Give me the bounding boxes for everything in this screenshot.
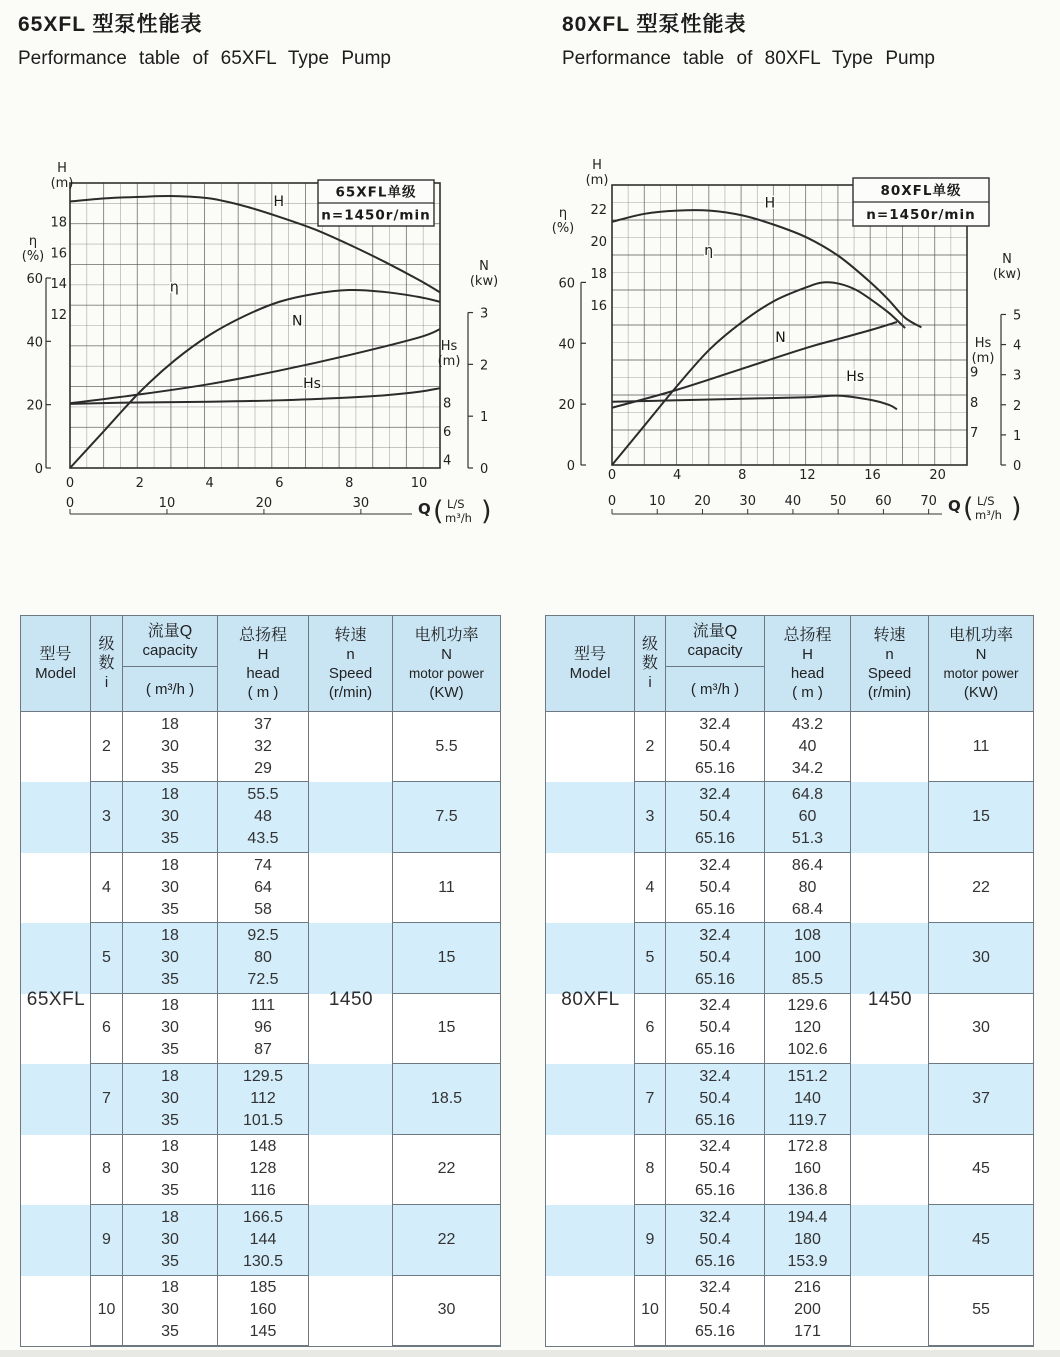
chart-title: 80XFL单级: [880, 183, 962, 199]
chart-svg: [18, 158, 518, 573]
speed-span-cell: [851, 782, 929, 852]
svg-text:(%): (%): [551, 221, 575, 236]
h-axis-label: [51, 161, 74, 191]
svg-text:30: 30: [352, 496, 370, 511]
model-span-cell: [21, 853, 91, 923]
head-cell: 55.5 48 43.5: [218, 782, 309, 852]
capacity-cell: 18 30 35: [123, 994, 218, 1064]
h-axis-ticks: [50, 216, 67, 323]
chart-title-box: [318, 180, 434, 226]
speed-span-cell: [309, 782, 393, 852]
head-cell: 151.2 140 119.7: [765, 1064, 851, 1134]
power-cell: 22: [393, 1135, 500, 1205]
header-model: 型号 Model: [546, 616, 635, 711]
head-cell: 64.8 60 51.3: [765, 782, 851, 852]
model-span-cell: [546, 1205, 635, 1275]
stage-cell: 5: [635, 923, 666, 993]
left-title-zh: 65XFL 型泵性能表: [18, 13, 203, 36]
model-span-cell: [546, 853, 635, 923]
performance-table-80xfl: [545, 615, 1034, 1347]
axis-bracket: [581, 282, 586, 465]
svg-text:Q: Q: [418, 500, 431, 518]
power-cell: 45: [929, 1205, 1033, 1275]
power-cell: 18.5: [393, 1064, 500, 1134]
svg-text:L/S: L/S: [447, 497, 465, 511]
x-axis-ls-ticks: [66, 476, 427, 491]
n-axis-ticks: [1013, 308, 1021, 474]
capacity-cell: 18 30 35: [123, 853, 218, 923]
svg-text:50: 50: [829, 494, 847, 509]
svg-text:(%): (%): [21, 249, 45, 264]
eta-axis-ticks: [26, 272, 43, 477]
capacity-cell: 32.4 50.4 65.16: [666, 712, 765, 782]
svg-text:70: 70: [920, 494, 937, 509]
svg-text:0: 0: [566, 459, 575, 474]
stage-row-2: [546, 712, 1033, 782]
curve-label-Hs: Hs: [303, 376, 321, 393]
h-axis-ticks: [590, 203, 607, 314]
header-speed: 转速 n Speed (r/min): [851, 616, 929, 711]
power-cell: 22: [929, 853, 1033, 923]
svg-text:Hs: Hs: [974, 336, 992, 351]
stage-cell: 4: [91, 853, 123, 923]
model-label: 80XFL: [561, 988, 620, 1010]
hs-axis-label: [438, 339, 461, 369]
model-span-cell: [546, 782, 635, 852]
curve-label-Hs: Hs: [846, 369, 865, 385]
svg-text:40: 40: [784, 494, 802, 509]
svg-text:16: 16: [50, 246, 67, 262]
svg-text:6: 6: [443, 424, 452, 440]
svg-text:N: N: [1002, 252, 1012, 267]
header-stage: 级 数 i: [635, 616, 666, 711]
model-span-cell: [21, 712, 91, 782]
svg-text:2: 2: [1013, 398, 1022, 414]
svg-text:(: (: [433, 496, 444, 527]
speed-label: 1450: [867, 988, 913, 1010]
stage-row-4: [546, 853, 1033, 923]
stage-cell: 2: [635, 712, 666, 782]
svg-text:20: 20: [590, 235, 607, 250]
head-cell: 185 160 145: [218, 1276, 309, 1346]
power-cell: 30: [929, 923, 1033, 993]
stage-row-2: [21, 712, 500, 782]
left-title-block: [18, 8, 391, 70]
model-span-cell: [546, 1135, 635, 1205]
svg-text:(m): (m): [437, 354, 461, 369]
speed-span-cell: [309, 1276, 393, 1346]
stage-cell: 9: [91, 1205, 123, 1275]
svg-text:10: 10: [648, 494, 666, 509]
svg-text:Hs: Hs: [440, 339, 458, 354]
svg-text:3: 3: [480, 306, 489, 322]
svg-text:4: 4: [672, 468, 682, 483]
speed-span-cell: [309, 1135, 393, 1205]
head-cell: 108 100 85.5: [765, 923, 851, 993]
stage-cell: 9: [635, 1205, 666, 1275]
power-cell: 22: [393, 1205, 500, 1275]
stage-cell: 8: [635, 1135, 666, 1205]
curve-label-eta: η: [704, 243, 714, 259]
capacity-cell: 18 30 35: [123, 1135, 218, 1205]
svg-text:L/S: L/S: [977, 494, 995, 508]
svg-text:8: 8: [970, 395, 979, 411]
stage-cell: 8: [91, 1135, 123, 1205]
svg-text:10: 10: [410, 476, 428, 491]
q-axis-label: [948, 493, 1022, 524]
header-speed: 转速 n Speed (r/min): [309, 616, 393, 711]
header-capacity: 流量Q capacity ( m³/h ): [123, 616, 218, 711]
head-cell: 129.6 120 102.6: [765, 994, 851, 1064]
x-axis-m3h-ticks: [608, 494, 937, 509]
svg-text:20: 20: [694, 494, 711, 509]
svg-text:18: 18: [590, 267, 607, 282]
capacity-cell: 18 30 35: [123, 712, 218, 782]
svg-text:22: 22: [590, 203, 607, 218]
hs-axis-ticks: [970, 366, 978, 441]
svg-text:2: 2: [480, 358, 489, 374]
svg-text:H: H: [57, 161, 67, 176]
power-cell: 15: [393, 923, 500, 993]
capacity-cell: 32.4 50.4 65.16: [666, 853, 765, 923]
header-model: 型号 Model: [21, 616, 91, 711]
right-title-zh: 80XFL 型泵性能表: [562, 13, 747, 36]
power-cell: 5.5: [393, 712, 500, 782]
curve-label-N: N: [292, 313, 303, 330]
model-span-cell: [546, 1276, 635, 1346]
stage-cell: 10: [635, 1276, 666, 1346]
curve-label-eta: η: [169, 279, 179, 296]
axis-bracket: [1001, 314, 1006, 465]
power-cell: 45: [929, 1135, 1033, 1205]
head-cell: 92.5 80 72.5: [218, 923, 309, 993]
stage-cell: 7: [91, 1064, 123, 1134]
svg-text:1: 1: [480, 410, 489, 426]
power-cell: 55: [929, 1276, 1033, 1346]
svg-text:(: (: [963, 493, 974, 524]
svg-text:6: 6: [275, 476, 284, 491]
model-span-cell: [546, 712, 635, 782]
power-cell: 37: [929, 1064, 1033, 1134]
head-cell: 166.5 144 130.5: [218, 1205, 309, 1275]
stage-cell: 7: [635, 1064, 666, 1134]
speed-span-cell: [309, 712, 393, 782]
svg-text:60: 60: [875, 494, 892, 509]
svg-text:(m): (m): [50, 176, 74, 191]
speed-span-cell: [309, 853, 393, 923]
h-axis-label: [586, 158, 609, 188]
eta-axis-ticks: [558, 276, 575, 474]
stage-row-10: [21, 1276, 500, 1346]
axis-bracket: [468, 313, 473, 468]
svg-text:8: 8: [738, 468, 747, 483]
svg-text:0: 0: [65, 476, 75, 491]
model-span-cell: [21, 1064, 91, 1134]
head-cell: 111 96 87: [218, 994, 309, 1064]
svg-text:16: 16: [864, 468, 881, 483]
n-axis-ticks: [480, 307, 488, 477]
svg-text:16: 16: [590, 299, 607, 314]
svg-text:3: 3: [1013, 368, 1022, 384]
left-title-en: Performance table of 65XFL Type Pump: [18, 48, 391, 69]
power-cell: 15: [929, 782, 1033, 852]
performance-table-65xfl: [20, 615, 501, 1347]
svg-text:4: 4: [443, 453, 452, 469]
x-axis-m3h-ticks: [66, 496, 369, 511]
table-body: [21, 712, 500, 1346]
capacity-cell: 32.4 50.4 65.16: [666, 1135, 765, 1205]
svg-text:20: 20: [929, 468, 946, 483]
capacity-cell: 18 30 35: [123, 923, 218, 993]
svg-text:0: 0: [480, 462, 489, 477]
x-axis-ls-ticks: [608, 468, 946, 483]
stage-row-3: [546, 782, 1033, 852]
head-cell: 148 128 116: [218, 1135, 309, 1205]
stage-row-9: [546, 1205, 1033, 1275]
capacity-cell: 32.4 50.4 65.16: [666, 1064, 765, 1134]
stage-cell: 3: [635, 782, 666, 852]
head-cell: 43.2 40 34.2: [765, 712, 851, 782]
stage-row-3: [21, 782, 500, 852]
svg-text:4: 4: [1013, 338, 1022, 354]
stage-cell: 5: [91, 923, 123, 993]
svg-text:(kw): (kw): [469, 274, 499, 289]
svg-text:30: 30: [739, 494, 756, 509]
svg-text:η: η: [28, 234, 38, 249]
svg-text:40: 40: [558, 337, 575, 353]
speed-span-cell: [309, 1064, 393, 1134]
header-stage: 级 数 i: [91, 616, 123, 711]
head-cell: 37 32 29: [218, 712, 309, 782]
svg-text:20: 20: [255, 496, 273, 511]
axis-bracket: [46, 278, 51, 468]
stage-cell: 6: [91, 994, 123, 1064]
stage-row-7: [21, 1064, 500, 1134]
svg-text:4: 4: [205, 476, 214, 491]
svg-text:8: 8: [345, 476, 354, 491]
stage-row-5: [21, 923, 500, 993]
power-cell: 7.5: [393, 782, 500, 852]
stage-cell: 4: [635, 853, 666, 923]
svg-text:60: 60: [558, 276, 575, 292]
header-power: 电机功率 N motor power (KW): [943, 626, 1019, 701]
svg-text:η: η: [558, 206, 568, 221]
header-head: 总扬程 H head ( m ): [218, 616, 309, 711]
q-axis-label: [418, 496, 492, 527]
model-span-cell: [21, 1205, 91, 1275]
svg-text:0: 0: [1013, 459, 1022, 474]
stage-row-6: [21, 994, 500, 1064]
head-cell: 172.8 160 136.8: [765, 1135, 851, 1205]
svg-text:20: 20: [558, 398, 575, 414]
head-cell: 216 200 171: [765, 1276, 851, 1346]
q-ruler: [612, 509, 942, 514]
svg-text:9: 9: [970, 365, 979, 381]
model-span-cell: [21, 1276, 91, 1346]
model-span-cell: [546, 1064, 635, 1134]
stage-cell: 3: [91, 782, 123, 852]
speed-span-cell: [851, 1276, 929, 1346]
right-title-block: [562, 8, 935, 70]
capacity-cell: 18 30 35: [123, 1064, 218, 1134]
capacity-cell: 18 30 35: [123, 782, 218, 852]
power-cell: 11: [393, 853, 500, 923]
eta-axis-label: [552, 206, 575, 236]
svg-text:12: 12: [799, 468, 816, 483]
stage-row-4: [21, 853, 500, 923]
n-axis-label: [470, 259, 498, 289]
chart-title: 65XFL单级: [335, 184, 417, 201]
stage-cell: 6: [635, 994, 666, 1064]
power-cell: 30: [929, 994, 1033, 1064]
header-head: 总扬程 H head ( m ): [765, 616, 851, 711]
stage-row-8: [21, 1135, 500, 1205]
svg-text:0: 0: [34, 462, 43, 477]
right-title-en: Performance table of 80XFL Type Pump: [562, 48, 935, 69]
table-header: [21, 616, 500, 712]
stage-cell: 2: [91, 712, 123, 782]
capacity-cell: 32.4 50.4 65.16: [666, 1276, 765, 1346]
svg-text:): ): [1011, 493, 1022, 524]
svg-text:0: 0: [607, 468, 617, 483]
speed-span-cell: [851, 712, 929, 782]
svg-text:12: 12: [50, 307, 67, 323]
svg-text:): ): [481, 496, 492, 527]
table-header: [546, 616, 1033, 712]
capacity-cell: 32.4 50.4 65.16: [666, 782, 765, 852]
svg-text:N: N: [479, 259, 489, 274]
model-span-cell: [21, 923, 91, 993]
head-cell: 86.4 80 68.4: [765, 853, 851, 923]
speed-span-cell: [851, 1135, 929, 1205]
capacity-cell: 18 30 35: [123, 1276, 218, 1346]
stage-row-10: [546, 1276, 1033, 1346]
model-span-cell: [21, 782, 91, 852]
svg-text:m³/h: m³/h: [975, 508, 1002, 522]
performance-chart-80xfl: [545, 155, 1060, 573]
eta-axis-label: [22, 234, 45, 264]
n-axis-label: [993, 252, 1021, 282]
speed-span-cell: [851, 1205, 929, 1275]
hs-axis-label: [972, 336, 995, 366]
stage-cell: 10: [91, 1276, 123, 1346]
page-bottom-strip: [0, 1350, 1060, 1357]
svg-text:18: 18: [50, 215, 67, 231]
svg-text:7: 7: [970, 425, 979, 441]
speed-span-cell: [309, 1205, 393, 1275]
svg-text:20: 20: [26, 398, 43, 414]
stage-row-5: [546, 923, 1033, 993]
svg-text:(m): (m): [585, 173, 609, 188]
chart-speed-note: n=1450r/min: [321, 207, 431, 224]
svg-text:m³/h: m³/h: [445, 511, 472, 525]
power-cell: 11: [929, 712, 1033, 782]
curve-label-H: H: [273, 193, 285, 210]
head-cell: 74 64 58: [218, 853, 309, 923]
chart-svg: [545, 155, 1060, 573]
curve-label-N: N: [775, 329, 786, 346]
capacity-cell: 32.4 50.4 65.16: [666, 923, 765, 993]
capacity-cell: 32.4 50.4 65.16: [666, 1205, 765, 1275]
q-ruler: [70, 509, 412, 514]
stage-row-7: [546, 1064, 1033, 1134]
power-cell: 30: [393, 1276, 500, 1346]
curve-label-H: H: [764, 195, 776, 212]
svg-text:8: 8: [443, 396, 452, 412]
chart-speed-note: n=1450r/min: [866, 207, 976, 223]
svg-text:40: 40: [26, 335, 43, 351]
speed-span-cell: [309, 923, 393, 993]
speed-span-cell: [851, 1064, 929, 1134]
performance-chart-65xfl: [18, 158, 518, 573]
table-body: [546, 712, 1033, 1346]
svg-text:60: 60: [26, 272, 43, 287]
svg-text:0: 0: [607, 494, 617, 509]
svg-text:H: H: [592, 158, 602, 173]
svg-text:Q: Q: [948, 497, 961, 515]
svg-text:14: 14: [50, 277, 67, 293]
capacity-cell: 18 30 35: [123, 1205, 218, 1275]
speed-span-cell: [851, 923, 929, 993]
speed-span-cell: [851, 853, 929, 923]
svg-text:2: 2: [135, 476, 144, 491]
head-cell: 129.5 112 101.5: [218, 1064, 309, 1134]
model-span-cell: [546, 923, 635, 993]
model-span-cell: [21, 1135, 91, 1205]
speed-label: 1450: [328, 988, 374, 1010]
grid: [612, 185, 967, 465]
power-cell: 15: [393, 994, 500, 1064]
model-label: 65XFL: [26, 988, 86, 1010]
svg-text:0: 0: [65, 496, 75, 511]
svg-text:1: 1: [1013, 428, 1022, 444]
hs-axis-ticks: [443, 396, 451, 468]
svg-text:(kw): (kw): [992, 267, 1022, 282]
capacity-cell: 32.4 50.4 65.16: [666, 994, 765, 1064]
chart-title-box: [853, 178, 989, 226]
svg-text:(m): (m): [971, 351, 995, 366]
svg-text:10: 10: [158, 496, 176, 511]
stage-row-8: [546, 1135, 1033, 1205]
stage-row-9: [21, 1205, 500, 1275]
header-capacity: 流量Q capacity ( m³/h ): [666, 616, 765, 711]
curve-H: [612, 210, 921, 327]
header-power: 电机功率 N motor power (KW): [408, 626, 485, 701]
head-cell: 194.4 180 153.9: [765, 1205, 851, 1275]
svg-text:5: 5: [1013, 308, 1022, 324]
